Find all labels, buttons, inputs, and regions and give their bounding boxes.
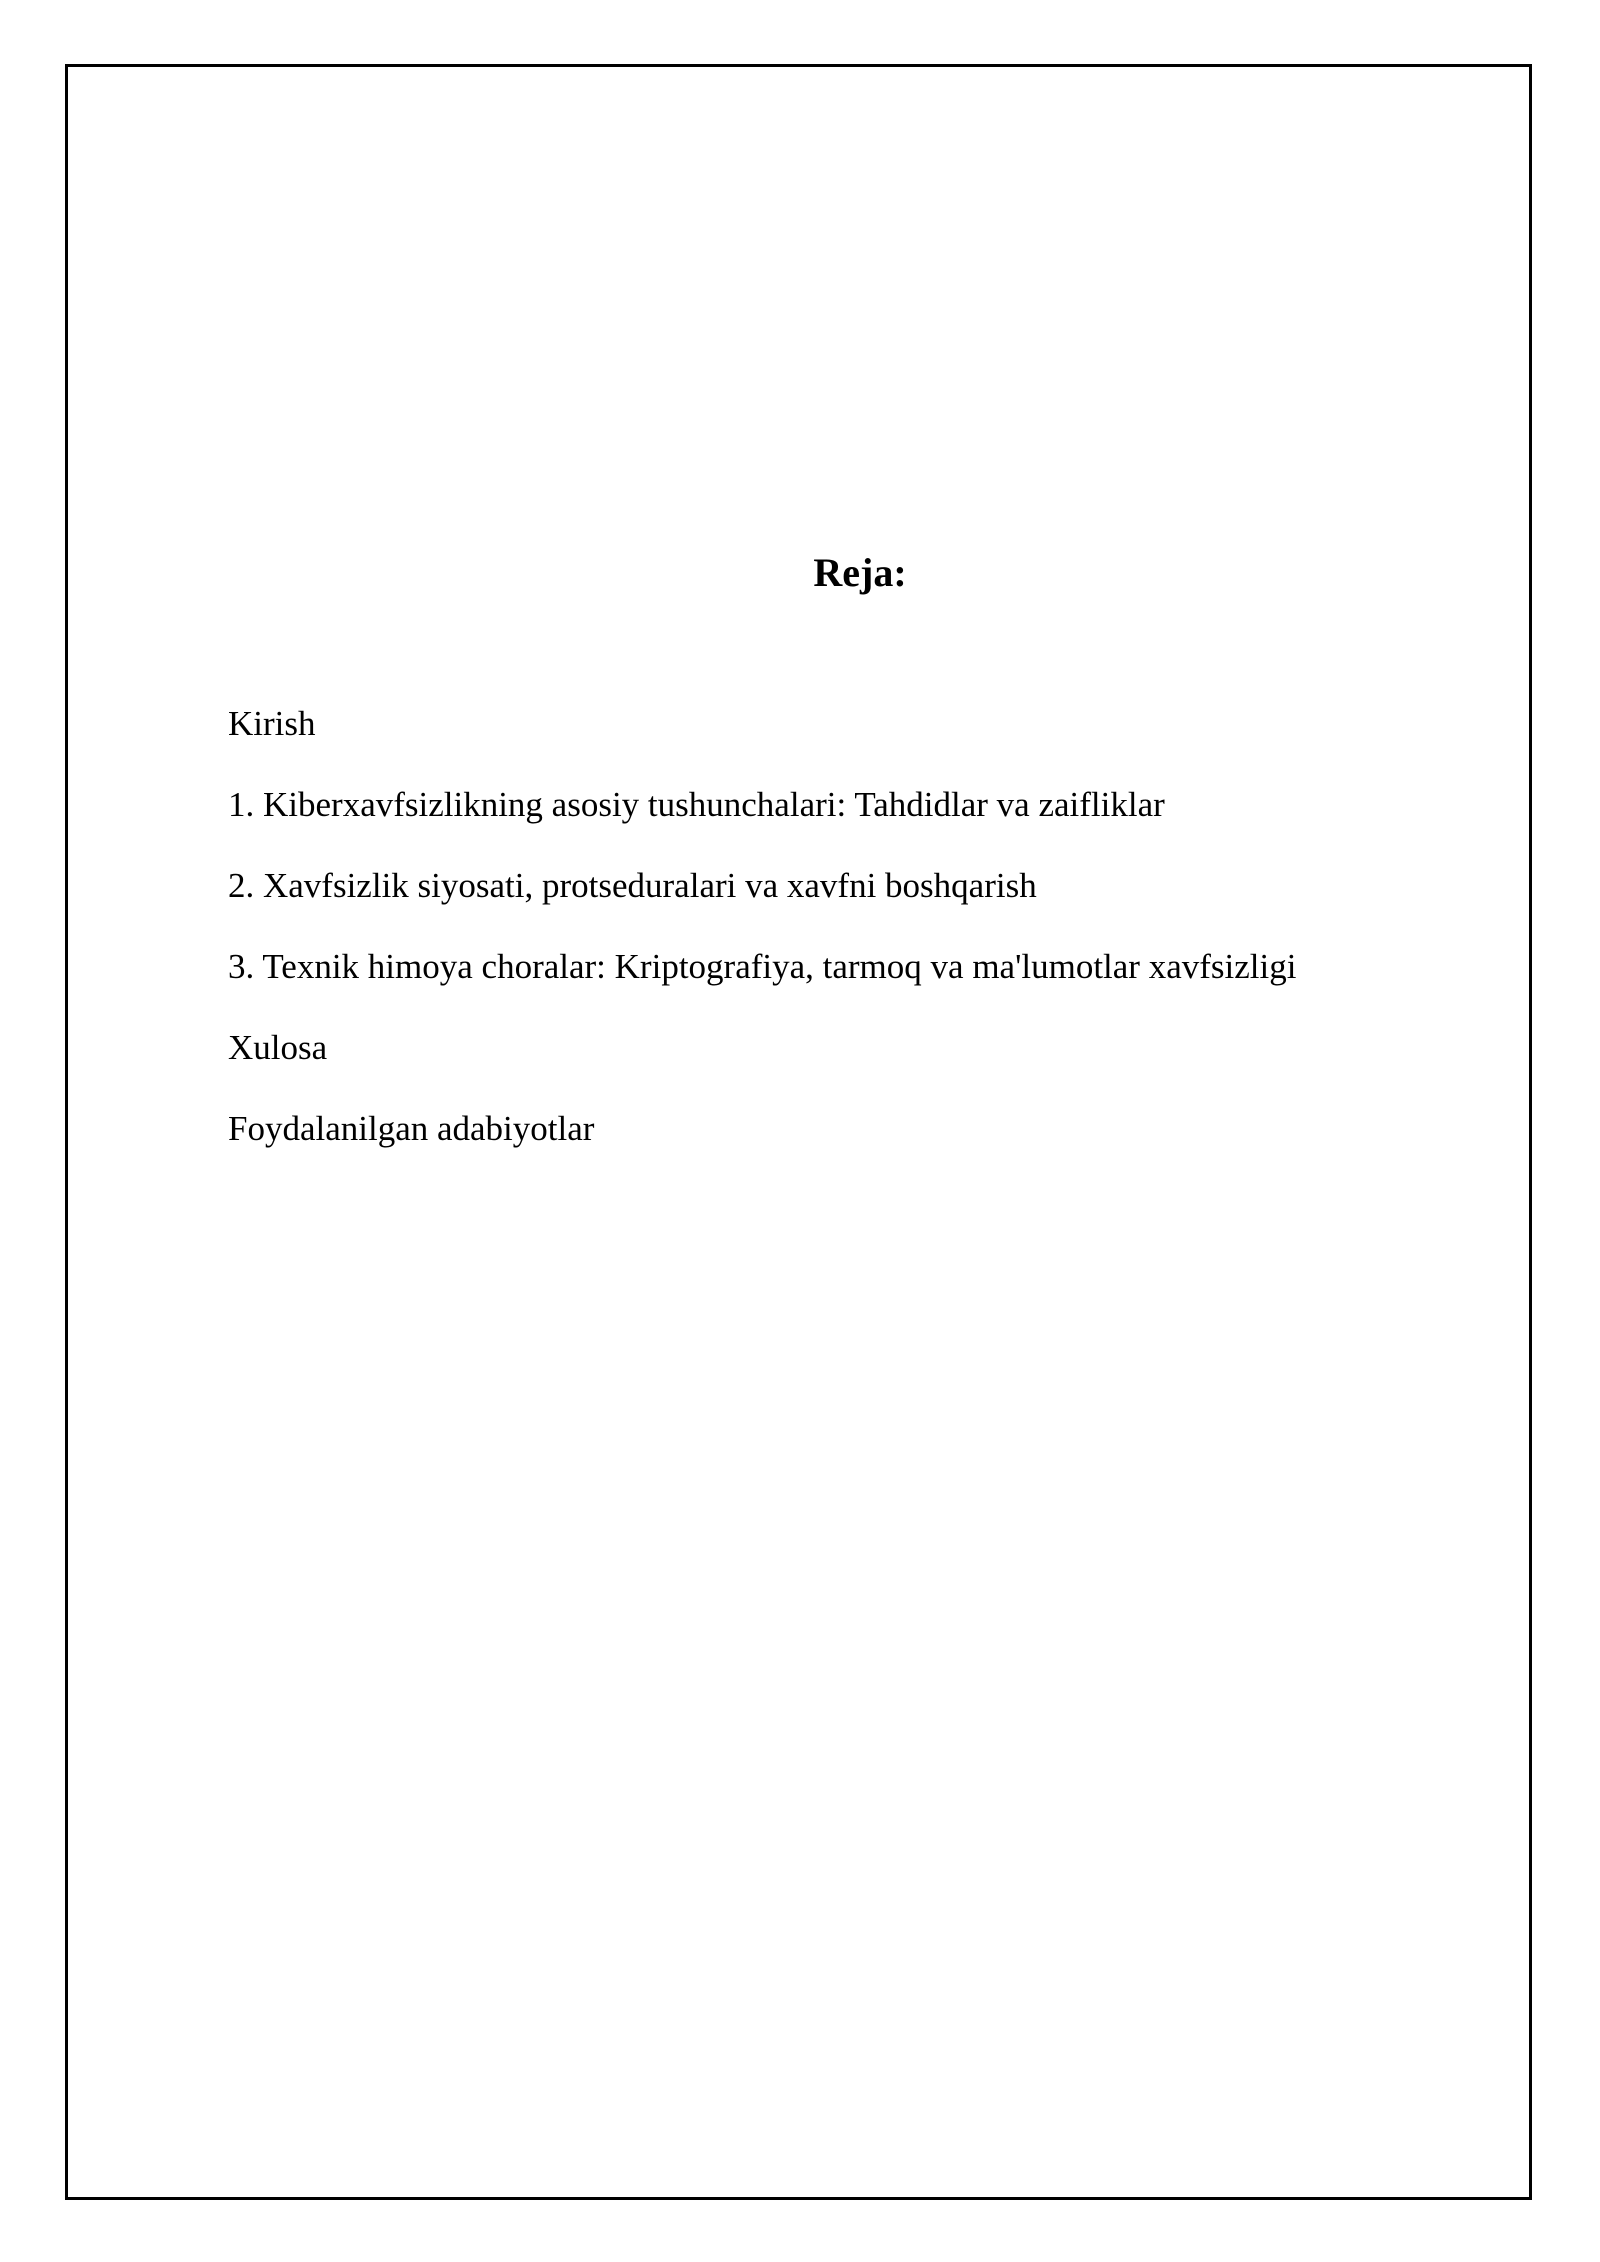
plan-item-references: Foydalanilgan adabiyotlar <box>228 1109 595 1148</box>
plan-item-section-3: 3. Texnik himoya choralar: Kriptografiya, tarmoq va ma'lumotlar xavfsizligi <box>228 947 1297 986</box>
plan-item-conclusion: Xulosa <box>228 1028 328 1067</box>
plan-item-introduction: Kirish <box>228 704 316 743</box>
plan-item-section-2: 2. Xavfsizlik siyosati, protseduralari va xavfni boshqarish <box>228 866 1037 905</box>
plan-title: Reja: <box>813 550 907 595</box>
plan-item-section-1: 1. Kiberxavfsizlikning asosiy tushunchalari: Tahdidlar va zaifliklar <box>228 785 1165 824</box>
plan-list <box>228 702 1296 1188</box>
